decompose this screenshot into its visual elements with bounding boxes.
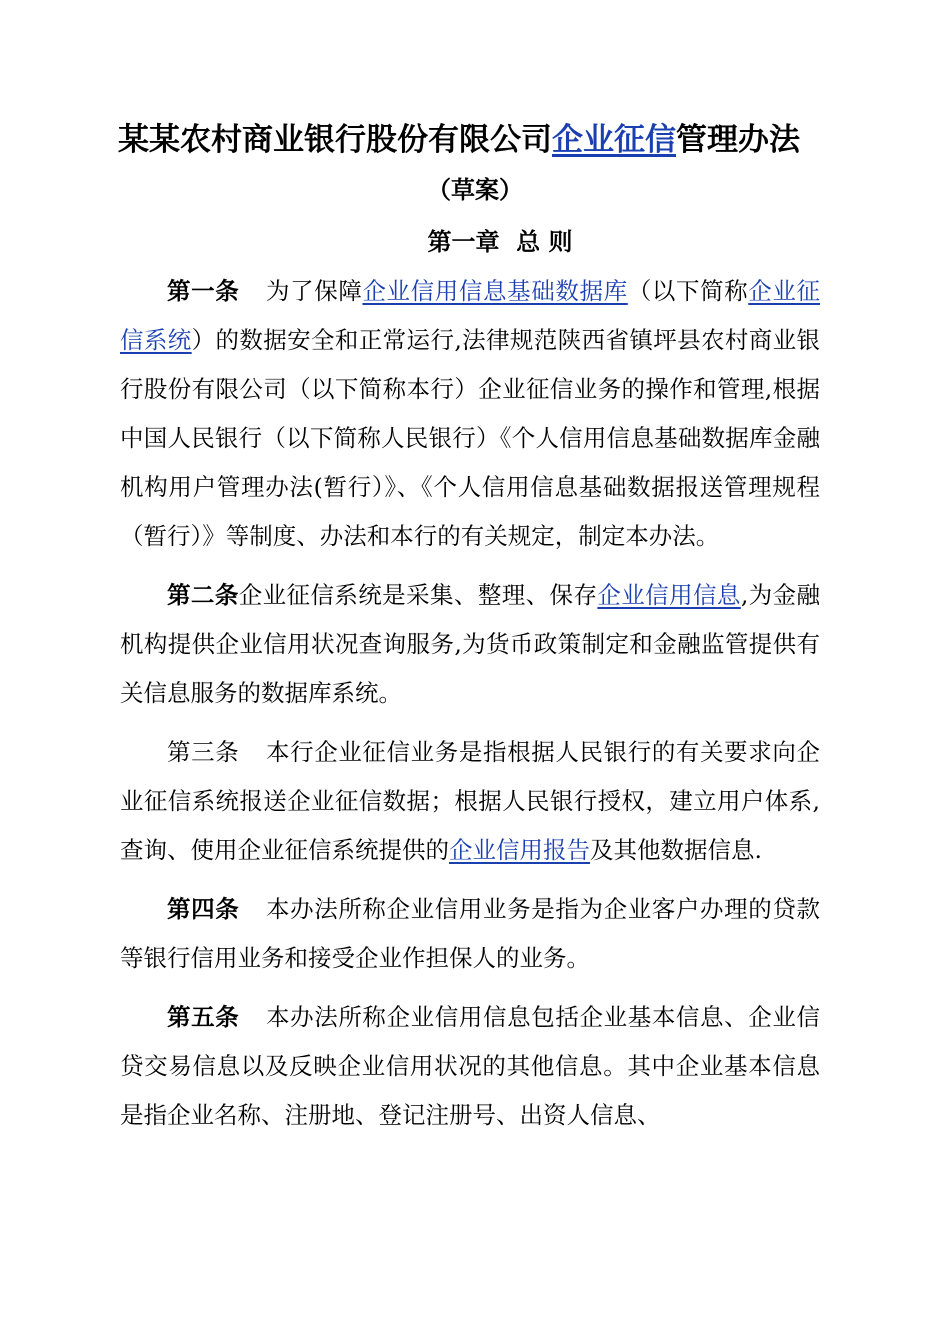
article-4 <box>120 885 820 993</box>
article-link[interactable]: 企业信用报告 <box>449 836 590 864</box>
article-label: 第五条 <box>167 1003 240 1031</box>
article-label: 第三条 <box>167 738 240 766</box>
article-text: ,为金融机构提供企业信用状况查询服务,为货币政策制定和金融监管提供有关信息服务的数据库系统。 <box>120 581 821 707</box>
articles-body <box>120 267 820 1150</box>
article-label: 第四条 <box>167 895 240 923</box>
title-suffix: 管理办法 <box>676 122 800 158</box>
article-text: 本办法所称企业信用信息包括企业基本信息、企业信贷交易信息以及反映企业信用状况的其他信息。其中企业基本信息是指企业名称、注册地、登记注册号、出资人信息、 <box>120 1003 821 1129</box>
article-text: 本办法所称企业信用业务是指为企业客户办理的贷款等银行信用业务和接受企业作担保人的业务。 <box>120 895 821 972</box>
article-label: 第一条 <box>167 277 240 305</box>
document-title <box>118 118 878 162</box>
title-prefix: 某某农村商业银行股份有限公司 <box>118 122 552 158</box>
article-text: 为了保障 <box>265 277 363 305</box>
article-text: （以下简称 <box>627 277 749 305</box>
article-link[interactable]: 企业信用信息基础数据库 <box>362 277 628 305</box>
document-subtitle: （草案） <box>427 176 523 204</box>
article-1 <box>120 267 820 571</box>
article-link[interactable]: 企业征信系统 <box>120 277 821 354</box>
article-link[interactable]: 企业信用信息 <box>597 581 741 609</box>
article-text: 本行企业征信业务是指根据人民银行的有关要求向企业征信系统报送企业征信数据；根据人民银行授权，建立用户体系,查询、使用企业征信系统提供的 <box>120 738 821 864</box>
article-5 <box>120 993 820 1150</box>
article-text: ）的数据安全和正常运行,法律规范陕西省镇坪县农村商业银行股份有限公司（以下简称本行）企业征信业务的操作和管理,根据中国人民银行（以下简称人民银行）《个人信用信息基础数据库金融机构用户管理办法(暂行）》、《个人信用信息基础数据报送管理规程（暂行）》等制度、办法和本行的有关规定，制定本办法。 <box>120 326 820 550</box>
article-2 <box>120 571 820 728</box>
article-text: 及其他数据信息. <box>590 836 762 864</box>
article-label: 第二条 <box>167 581 239 609</box>
chapter-heading: 第一章 总 则 <box>427 228 573 256</box>
title-link-enterprise-credit[interactable]: 企业征信 <box>552 122 676 158</box>
article-3 <box>120 728 820 885</box>
article-text: 企业征信系统是采集、整理、保存 <box>238 581 598 609</box>
